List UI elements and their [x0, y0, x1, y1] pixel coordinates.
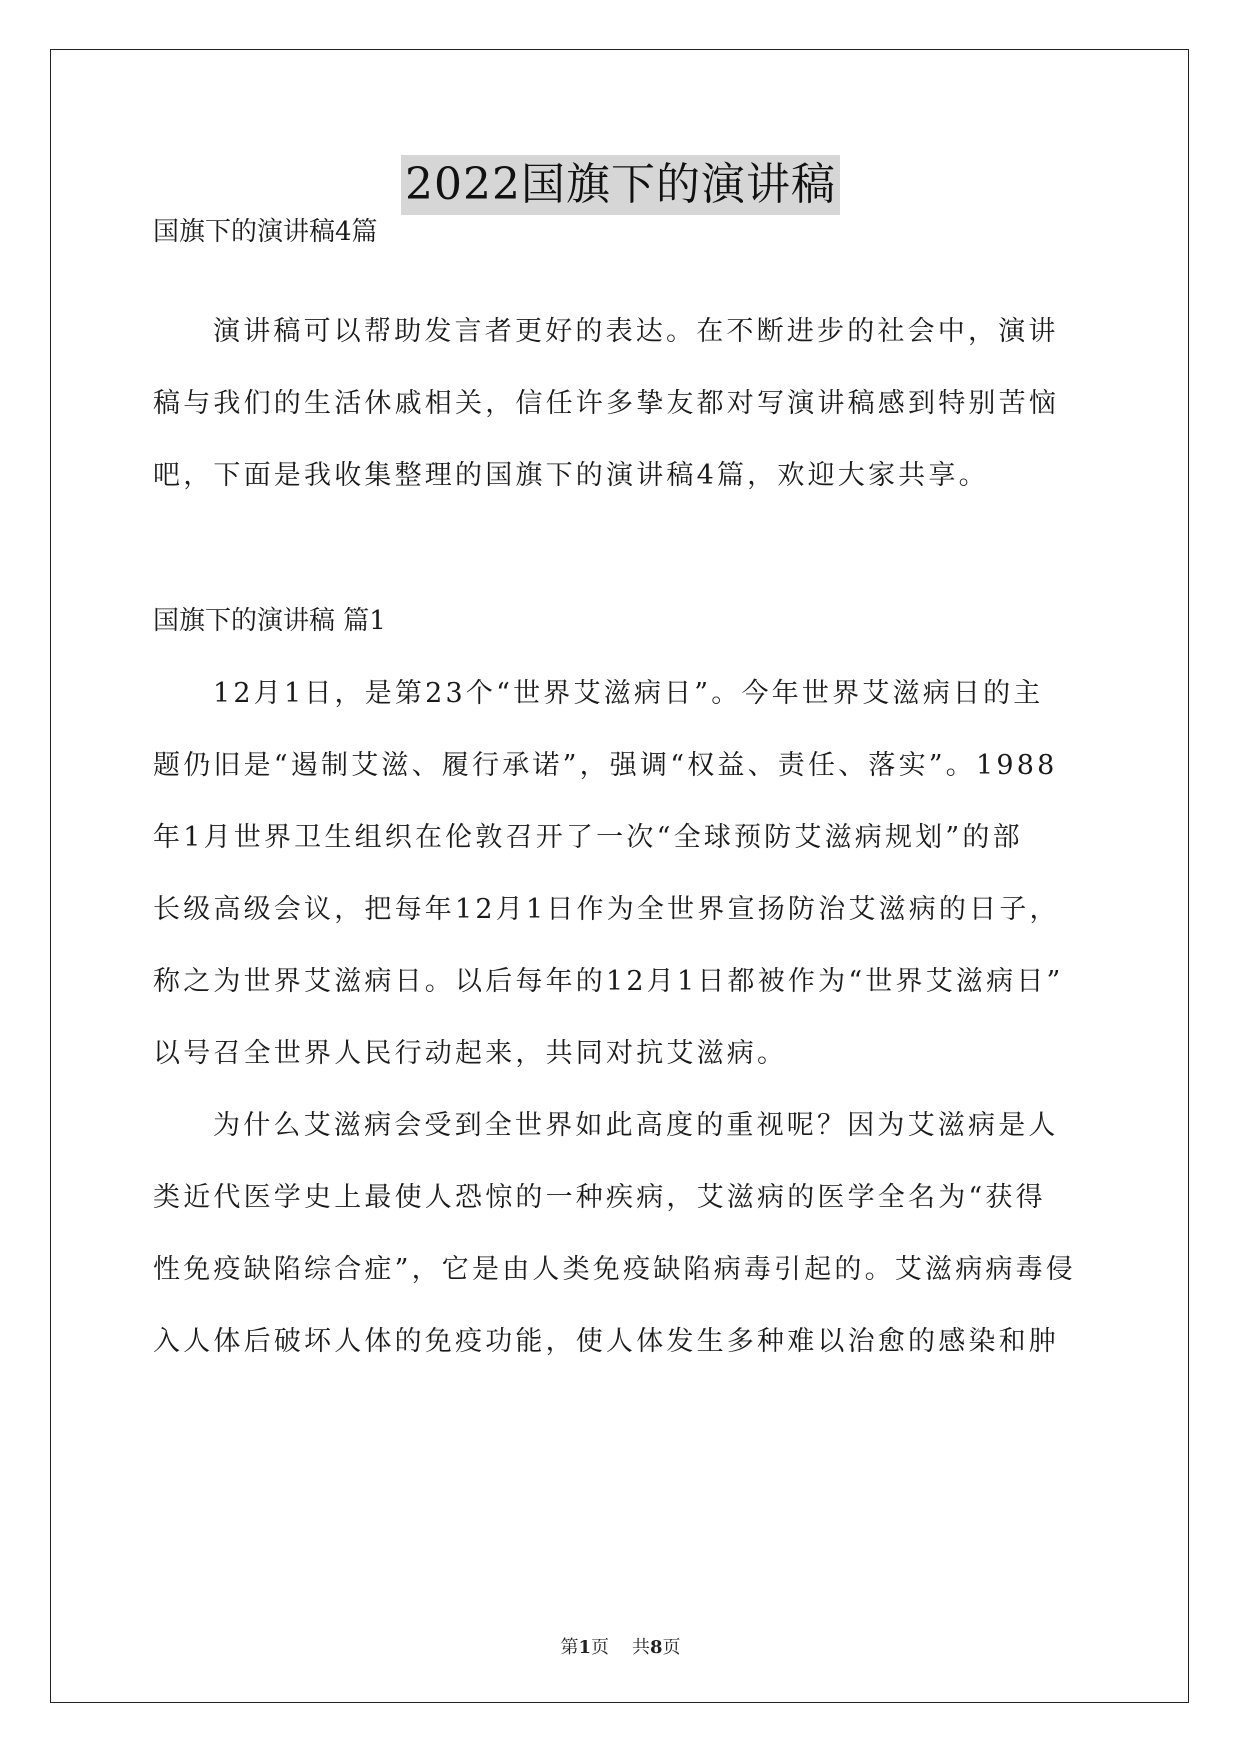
paragraph-line: 年1月世界卫生组织在伦敦召开了一次“全球预防艾滋病规划”的部 [153, 822, 1023, 853]
page-footer [0, 1636, 1241, 1660]
footer-page-suffix: 页 [591, 1637, 610, 1658]
footer-total-suffix: 页 [662, 1637, 681, 1658]
document-subtitle: 国旗下的演讲稿4篇 [153, 217, 378, 247]
intro-line: 稿与我们的生活休戚相关，信任许多挚友都对写演讲稿感到特别苦恼 [153, 388, 1059, 419]
paragraph-line: 以号召全世界人民行动起来，共同对抗艾滋病。 [153, 1038, 788, 1069]
paragraph-line: 题仍旧是“遏制艾滋、履行承诺”，强调“权益、责任、落实”。1988 [153, 750, 1058, 781]
paragraph-line: 为什么艾滋病会受到全世界如此高度的重视呢？因为艾滋病是人 [213, 1110, 1059, 1141]
paragraph-line: 性免疫缺陷综合症”，它是由人类免疫缺陷病毒引起的。艾滋病病毒侵 [153, 1254, 1077, 1285]
footer-page-prefix: 第 [560, 1637, 579, 1658]
footer-total-prefix: 共 [631, 1637, 650, 1658]
paragraph-line: 类近代医学史上最使人恐惊的一种疾病，艾滋病的医学全名为“获得 [153, 1182, 1046, 1213]
paragraph-line: 长级高级会议，把每年12月1日作为全世界宣扬防治艾滋病的日子， [153, 894, 1060, 925]
footer-page-number: 1 [578, 1637, 592, 1658]
paragraph-line: 称之为世界艾滋病日。以后每年的12月1日都被作为“世界艾滋病日” [153, 966, 1064, 997]
document-title: 2022国旗下的演讲稿 [401, 155, 840, 215]
page-border [50, 49, 1189, 1703]
paragraph-line: 入人体后破坏人体的免疫功能，使人体发生多种难以治愈的感染和肿 [153, 1326, 1059, 1357]
section-heading: 国旗下的演讲稿 篇1 [153, 606, 386, 636]
intro-line: 吧，下面是我收集整理的国旗下的演讲稿4篇，欢迎大家共享。 [153, 460, 989, 491]
intro-line: 演讲稿可以帮助发言者更好的表达。在不断进步的社会中，演讲 [213, 316, 1059, 347]
document-title-block [0, 155, 1241, 215]
paragraph-line: 12月1日，是第23个“世界艾滋病日”。今年世界艾滋病日的主 [213, 678, 1044, 709]
footer-total-pages: 8 [649, 1637, 663, 1658]
